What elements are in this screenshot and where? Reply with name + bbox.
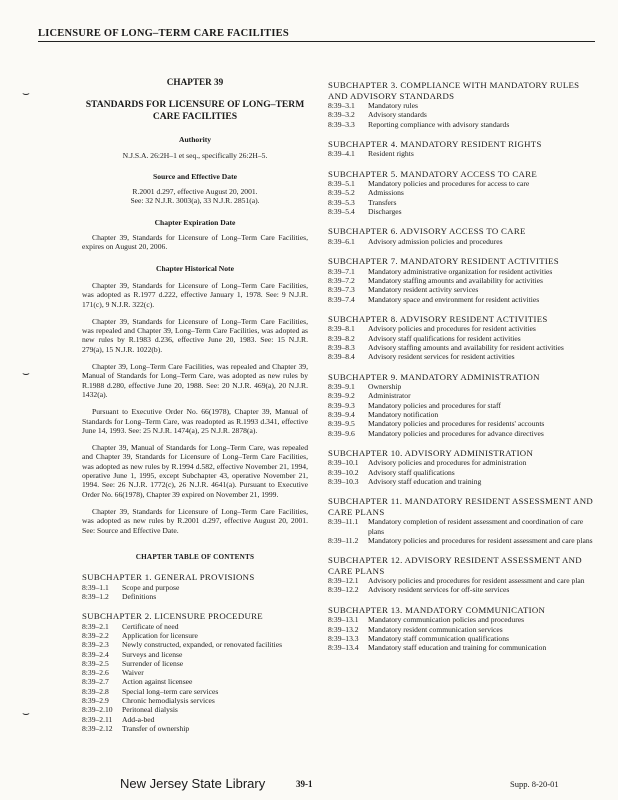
section-number: 8:39–2.11 xyxy=(82,714,113,724)
section-title: Resident rights xyxy=(368,149,414,159)
toc-entry xyxy=(82,659,308,668)
toc-entry xyxy=(328,517,596,536)
chapter-number: CHAPTER 39 xyxy=(166,77,224,87)
section-number: 8:39–7.2 xyxy=(328,275,355,285)
section-title: Advisory policies and procedures for resident activities xyxy=(368,324,536,334)
subchapter-heading: SUBCHAPTER 5. MANDATORY ACCESS TO CARE xyxy=(328,168,538,179)
section-number: 8:39–1.2 xyxy=(82,591,109,601)
section-number: 8:39–10.3 xyxy=(328,476,359,486)
section-number: 8:39–11.1 xyxy=(328,517,359,527)
toc-entry xyxy=(328,149,596,158)
toc-entry xyxy=(328,295,596,304)
toc-entry xyxy=(82,583,308,592)
section-title: Surrender of license xyxy=(122,658,184,668)
toc-entry xyxy=(328,120,596,129)
toc-entry xyxy=(328,576,596,585)
section-title: Mandatory policies and procedures for staff xyxy=(368,400,501,410)
toc-entry xyxy=(328,429,596,438)
history-paragraph: Chapter 39, Standards for Licensure of Long–Term Care Facilities, was adopted as R.1977 d.222, effective January 1, 1978. See: 9 N.J.R. 171(c), 9 N.J.R. 322(c). xyxy=(82,280,308,309)
left-column xyxy=(82,72,308,733)
section-title: Advisory resident services for off-site services xyxy=(368,585,510,595)
section-number: 8:39–4.1 xyxy=(328,149,355,159)
section-title: Advisory resident services for resident activities xyxy=(368,352,515,362)
section-number: 8:39–2.1 xyxy=(82,621,109,631)
toc-entry xyxy=(328,615,596,624)
subchapter-heading: SUBCHAPTER 4. MANDATORY RESIDENT RIGHTS xyxy=(328,138,542,149)
toc-left xyxy=(82,572,308,733)
source-heading: Source and Effective Date xyxy=(152,171,237,181)
section-title: Chronic hemodialysis services xyxy=(122,696,215,706)
section-title: Mandatory resident activity services xyxy=(368,285,479,295)
toc-entry xyxy=(328,382,596,391)
section-number: 8:39–2.10 xyxy=(82,705,113,715)
section-title: Mandatory staff education and training for communication xyxy=(368,643,547,653)
section-title: Waiver xyxy=(122,668,144,678)
section-title: Advisory staff qualifications xyxy=(368,467,455,477)
toc-entry xyxy=(82,724,308,733)
toc-entry xyxy=(328,343,596,352)
expiration-text: Chapter 39, Standards for Licensure of Long–Term Care Facilities, expires on August 20, 2006. xyxy=(82,233,308,252)
toc-entry xyxy=(328,477,596,486)
section-title: Advisory staff qualifications for resident activities xyxy=(368,333,521,343)
section-title: Mandatory policies and procedures for resident assessment and care plans xyxy=(368,535,593,545)
section-title: Mandatory space and environment for resident activities xyxy=(368,294,540,304)
toc-entry xyxy=(328,334,596,343)
section-number: 8:39–5.3 xyxy=(328,197,355,207)
section-number: 8:39–3.3 xyxy=(328,119,355,129)
history-paragraph: Pursuant to Executive Order No. 66(1978), Chapter 39, Manual of Standards for Long–Term Care, was readopted as R.1993 d.341, effective June 14, 1993. See: 25 N.J.R. 1474(a), 25 N.J.R. 2878(a). xyxy=(82,407,308,435)
authority-heading: Authority xyxy=(178,135,212,145)
section-title: Add-a-bed xyxy=(122,714,155,724)
section-title: Advisory standards xyxy=(368,110,427,120)
toc-entry xyxy=(82,668,308,677)
section-title: Reporting compliance with advisory standards xyxy=(368,119,510,129)
section-number: 8:39–12.2 xyxy=(328,585,359,595)
section-title: Mandatory communication policies and procedures xyxy=(368,615,525,625)
page-number: 39-1 xyxy=(296,779,313,789)
section-title: Advisory policies and procedures for administration xyxy=(368,458,527,468)
toc-entry xyxy=(82,715,308,724)
toc-entry xyxy=(82,622,308,631)
section-title: Advisory policies and procedures for resident assessment and care plan xyxy=(368,576,585,586)
toc-entry xyxy=(328,198,596,207)
section-number: 8:39–5.2 xyxy=(328,188,355,198)
section-number: 8:39–2.8 xyxy=(82,686,109,696)
section-number: 8:39–13.2 xyxy=(328,624,359,634)
toc-entry xyxy=(82,592,308,601)
toc-right xyxy=(328,80,596,652)
history-paragraph: Chapter 39, Manual of Standards for Long–Term Care, was repealed and Chapter 39, Standards for Licensure of Long–Term Care Facilities, was adopted as new rules by R.1994 d.582, effective November 21, 1994, operative June 1, 1995, except Subchapter 43, operative November 21, 1994. See: 26 N.J.R. 1772(c), 26 N.J.R. 4641(a). Pursuant to Executive Order No. 66(1978), Chapter 39 expired on November 21, 1999. xyxy=(82,443,308,499)
section-title: Mandatory completion of resident assessment and coordination of care plans xyxy=(368,517,584,536)
toc-entry xyxy=(82,705,308,714)
section-title: Application for licensure xyxy=(122,630,198,640)
toc-entry xyxy=(328,634,596,643)
section-number: 8:39–3.2 xyxy=(328,110,355,120)
source-see: See: 32 N.J.R. 3003(a), 33 N.J.R. 2851(a). xyxy=(130,196,260,206)
section-title: Certificate of need xyxy=(122,621,179,631)
section-number: 8:39–7.4 xyxy=(328,294,355,304)
subchapter-heading: SUBCHAPTER 12. ADVISORY RESIDENT ASSESSMENT AND CARE PLANS xyxy=(328,555,582,576)
section-title: Action against licensee xyxy=(122,677,193,687)
section-title: Mandatory rules xyxy=(368,101,418,110)
section-number: 8:39–10.1 xyxy=(328,458,359,468)
toc-entry xyxy=(328,401,596,410)
section-number: 8:39–2.9 xyxy=(82,696,109,706)
subchapter-heading: SUBCHAPTER 7. MANDATORY RESIDENT ACTIVITIES xyxy=(328,256,559,267)
section-number: 8:39–3.1 xyxy=(328,101,355,110)
section-number: 8:39–13.3 xyxy=(328,633,359,643)
section-title: Mandatory resident communication services xyxy=(368,624,503,634)
section-number: 8:39–5.4 xyxy=(328,207,355,217)
toc-entry xyxy=(328,267,596,276)
section-title: Definitions xyxy=(122,591,157,601)
toc-entry xyxy=(328,625,596,634)
section-title: Newly constructed, expanded, or renovated facilities xyxy=(122,640,283,650)
source-text: R.2001 d.297, effective August 20, 2001. xyxy=(132,187,258,197)
section-title: Mandatory policies and procedures for residents' accounts xyxy=(368,419,545,429)
toc-entry xyxy=(328,410,596,419)
section-number: 8:39–8.1 xyxy=(328,324,355,334)
history-paragraph: Chapter 39, Standards for Licensure of Long–Term Care Facilities, was repealed and Chapter 39, Long–Term Care Facilities, was adopted as new rules by R.1983 d.236, effective June 20, 1983. See: 15 N.J.R. 279(a), 15 N.J.R. 1022(b). xyxy=(82,316,308,354)
toc-entry xyxy=(328,458,596,467)
margin-mark: ⌣ xyxy=(22,86,30,100)
toc-heading: CHAPTER TABLE OF CONTENTS xyxy=(135,552,255,561)
section-title: Peritoneal dialysis xyxy=(122,705,178,715)
toc-entry xyxy=(328,324,596,333)
section-number: 8:39–2.7 xyxy=(82,677,109,687)
section-title: Transfers xyxy=(368,197,397,207)
toc-entry xyxy=(328,285,596,294)
section-number: 8:39–2.4 xyxy=(82,649,109,659)
section-number: 8:39–2.6 xyxy=(82,668,109,678)
toc-entry xyxy=(328,419,596,428)
toc-entry xyxy=(328,110,596,119)
section-title: Mandatory policies and procedures for advance directives xyxy=(368,428,544,438)
section-title: Scope and purpose xyxy=(122,582,180,592)
section-title: Administrator xyxy=(368,391,411,401)
section-number: 8:39–8.4 xyxy=(328,352,355,362)
toc-entry xyxy=(82,687,308,696)
section-title: Mandatory staff communication qualifications xyxy=(368,633,509,643)
running-header: LICENSURE OF LONG–TERM CARE FACILITIES xyxy=(38,28,595,42)
subchapter-heading: SUBCHAPTER 6. ADVISORY ACCESS TO CARE xyxy=(328,226,526,237)
section-number: 8:39–7.1 xyxy=(328,266,355,276)
section-title: Mandatory administrative organization for resident activities xyxy=(368,266,553,276)
section-number: 8:39–6.1 xyxy=(328,236,355,246)
toc-entry xyxy=(82,640,308,649)
toc-entry xyxy=(328,468,596,477)
section-title: Special long–term care services xyxy=(122,686,219,696)
toc-entry xyxy=(328,101,596,110)
subchapter-heading: SUBCHAPTER 10. ADVISORY ADMINISTRATION xyxy=(328,447,534,458)
subchapter-heading: SUBCHAPTER 13. MANDATORY COMMUNICATION xyxy=(328,604,546,615)
history-heading: Chapter Historical Note xyxy=(156,263,234,273)
section-number: 8:39–1.1 xyxy=(82,582,109,592)
subchapter-heading: SUBCHAPTER 9. MANDATORY ADMINISTRATION xyxy=(328,371,540,382)
subchapter-heading: SUBCHAPTER 11. MANDATORY RESIDENT ASSESSMENT AND CARE PLANS xyxy=(328,496,593,517)
toc-entry xyxy=(328,585,596,594)
section-number: 8:39–11.2 xyxy=(328,535,359,545)
section-number: 8:39–9.2 xyxy=(328,391,355,401)
toc-entry xyxy=(328,276,596,285)
toc-entry xyxy=(328,352,596,361)
section-number: 8:39–2.2 xyxy=(82,630,109,640)
section-number: 8:39–9.1 xyxy=(328,382,355,392)
section-number: 8:39–2.12 xyxy=(82,723,113,733)
margin-mark: ⌣ xyxy=(22,366,30,380)
toc-entry xyxy=(328,391,596,400)
toc-entry xyxy=(82,650,308,659)
section-title: Mandatory staffing amounts and availability for activities xyxy=(368,275,543,285)
section-number: 8:39–9.6 xyxy=(328,428,355,438)
section-title: Advisory staff education and training xyxy=(368,476,482,486)
toc-entry xyxy=(328,237,596,246)
section-number: 8:39–5.1 xyxy=(328,179,355,189)
section-number: 8:39–10.2 xyxy=(328,467,359,477)
section-title: Ownership xyxy=(368,382,402,392)
toc-entry xyxy=(82,677,308,686)
section-number: 8:39–12.1 xyxy=(328,576,359,586)
section-number: 8:39–8.2 xyxy=(328,333,355,343)
section-title: Advisory admission policies and procedures xyxy=(368,236,503,246)
subchapter-heading: SUBCHAPTER 3. COMPLIANCE WITH MANDATORY RULES AND ADVISORY STANDARDS xyxy=(328,80,580,101)
expiration-heading: Chapter Expiration Date xyxy=(154,217,236,227)
toc-entry xyxy=(328,536,596,545)
history-paragraph: Chapter 39, Long–Term Care Facilities, was repealed and Chapter 39, Manual of Standards for Long–Term Care, was adopted as new rules by R.1988 d.280, effective June 20, 1988. See: 20 N.J.R. 469(a), 20 N.J.R. 1432(a). xyxy=(82,362,308,399)
chapter-title: STANDARDS FOR LICENSURE OF LONG–TERM CARE FACILITIES xyxy=(85,99,305,123)
toc-entry xyxy=(82,631,308,640)
section-number: 8:39–13.1 xyxy=(328,615,359,625)
section-number: 8:39–13.4 xyxy=(328,643,359,653)
toc-entry xyxy=(82,696,308,705)
subchapter-heading: SUBCHAPTER 1. GENERAL PROVISIONS xyxy=(82,572,255,583)
section-title: Discharges xyxy=(368,207,402,217)
history-paragraph: Chapter 39, Standards for Licensure of Long–Term Care Facilities, was adopted as new rules by R.2001 d.297, effective August 20, 2001. See: Source and Effective Date. xyxy=(82,506,308,535)
margin-mark: ⌣ xyxy=(22,706,30,720)
toc-entry xyxy=(328,643,596,652)
authority-text: N.J.S.A. 26:2H–1 et seq., specifically 26:2H–5. xyxy=(122,150,268,160)
section-number: 8:39–7.3 xyxy=(328,285,355,295)
section-title: Mandatory notification xyxy=(368,409,439,419)
section-title: Mandatory policies and procedures for access to care xyxy=(368,179,530,189)
supplement-date: Supp. 8-20-01 xyxy=(510,779,559,789)
subchapter-heading: SUBCHAPTER 8. ADVISORY RESIDENT ACTIVITIES xyxy=(328,313,548,324)
section-title: Advisory staffing amounts and availability for resident activities xyxy=(368,342,564,352)
section-number: 8:39–9.4 xyxy=(328,409,355,419)
section-title: Surveys and license xyxy=(122,649,183,659)
section-number: 8:39–9.5 xyxy=(328,419,355,429)
section-title: Admissions xyxy=(368,188,404,198)
toc-entry xyxy=(328,207,596,216)
library-stamp: New Jersey State Library xyxy=(120,776,266,791)
toc-entry xyxy=(328,188,596,197)
section-title: Transfer of ownership xyxy=(122,723,190,733)
toc-entry xyxy=(328,179,596,188)
section-number: 8:39–8.3 xyxy=(328,342,355,352)
section-number: 8:39–2.5 xyxy=(82,658,109,668)
subchapter-heading: SUBCHAPTER 2. LICENSURE PROCEDURE xyxy=(82,611,263,622)
section-number: 8:39–9.3 xyxy=(328,400,355,410)
section-number: 8:39–2.3 xyxy=(82,640,109,650)
